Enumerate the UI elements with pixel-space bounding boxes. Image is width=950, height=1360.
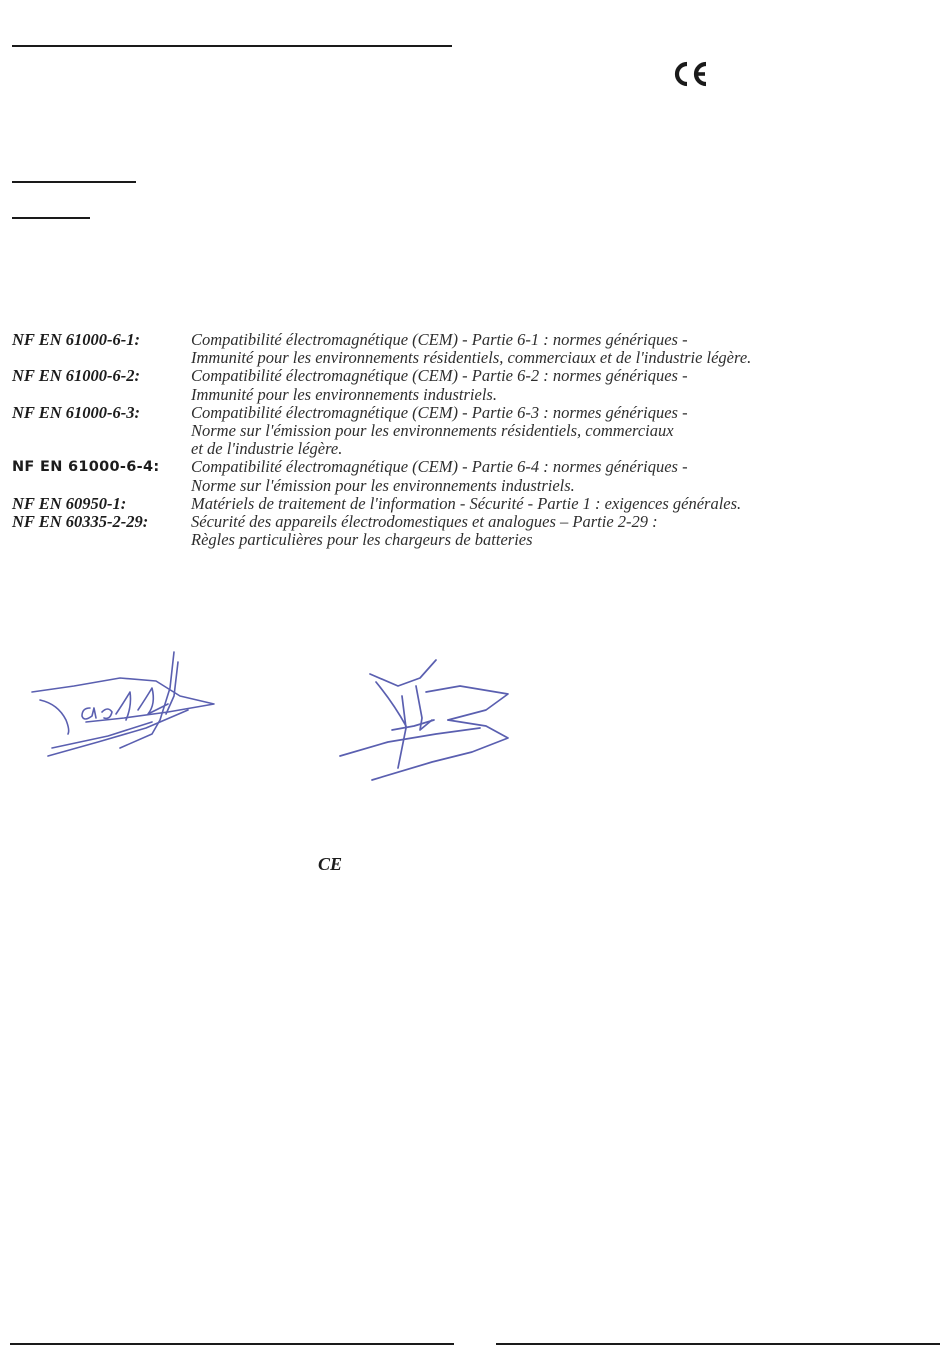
description-line: Compatibilité électromagnétique (CEM) - Partie 6-4 : normes génériques - [191,457,688,477]
description-line: Compatibilité électromagnétique (CEM) - Partie 6-2 : normes génériques - [191,366,688,386]
standard-code: NF EN 61000-6-2: [12,366,141,386]
standards-list [12,331,942,549]
standard-code: NF EN 60950-1: [12,493,127,513]
standard-description [191,404,688,459]
standard-row [12,331,942,367]
standard-row [12,404,942,459]
standard-description [191,458,688,494]
footer-divider-left [10,1343,454,1345]
standard-description [191,495,741,513]
description-line: Matériels de traitement de l'information - Sécurité - Partie 1 : exigences générales. [191,493,742,513]
standard-description [191,367,688,403]
short-divider-1 [12,181,136,183]
standard-row [12,458,942,494]
standard-code: NF EN 60335-2-29: [12,512,149,532]
signature-left [28,648,218,758]
standard-row [12,367,942,403]
top-divider [12,45,452,47]
description-line: et de l'industrie légère. [191,439,343,459]
standard-row [12,513,942,549]
standard-description [191,513,658,549]
standard-row [12,495,942,513]
standard-code: NF EN 61000-6-4: [12,459,160,476]
description-line: Règles particulières pour les chargeurs de batteries [191,530,533,550]
description-line: Norme sur l'émission pour les environnements industriels. [191,475,575,495]
standard-description [191,331,751,367]
short-divider-2 [12,217,90,219]
description-line: Immunité pour les environnements industriels. [191,384,497,404]
description-line: Immunité pour les environnements résidentiels, commerciaux et de l'industrie légère. [191,348,752,368]
ce-mark-text: CE [318,854,343,874]
description-line: Compatibilité électromagnétique (CEM) - Partie 6-1 : normes génériques - [191,330,688,349]
standard-code: NF EN 61000-6-1: [12,330,141,349]
footer-divider-right [496,1343,940,1345]
description-line: Compatibilité électromagnétique (CEM) - Partie 6-3 : normes génériques - [191,402,688,422]
description-line: Sécurité des appareils électrodomestiques et analogues – Partie 2-29 : [191,512,658,532]
standard-code: NF EN 61000-6-3: [12,402,141,422]
description-line: Norme sur l'émission pour les environnements résidentiels, commerciaux [191,421,674,441]
ce-logo [672,60,712,88]
signature-right [336,656,514,786]
